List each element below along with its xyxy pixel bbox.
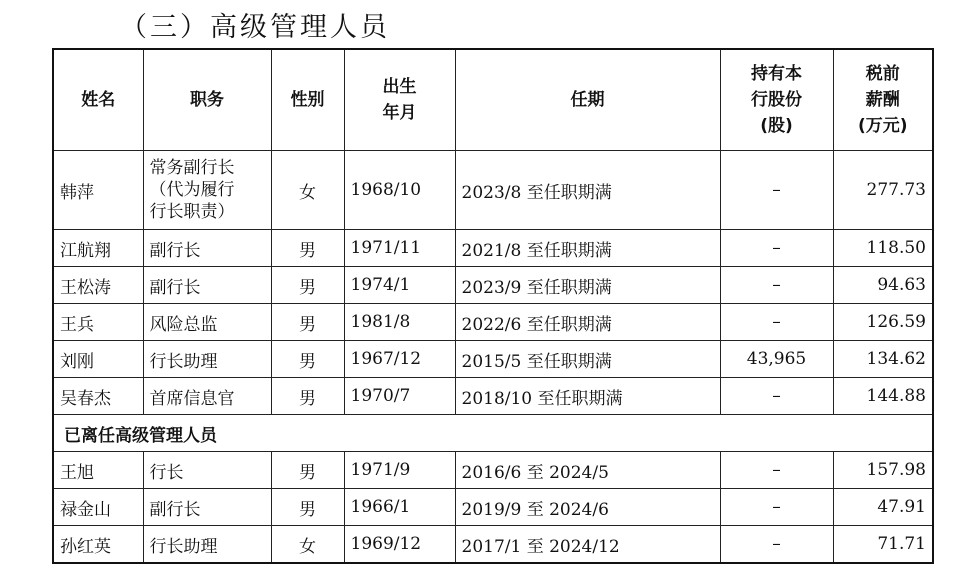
cell-gender: 男	[271, 452, 344, 489]
cell-pay: 94.63	[833, 267, 933, 304]
cell-birth: 1971/9	[344, 452, 455, 489]
header-pay-line3: (万元)	[857, 116, 908, 136]
header-term: 任期	[455, 49, 720, 151]
section-title: （三）高级管理人员	[120, 12, 390, 43]
cell-name: 刘刚	[53, 341, 143, 378]
cell-birth: 1969/12	[344, 526, 455, 564]
cell-birth: 1971/11	[344, 230, 455, 267]
cell-term: 2018/10 至任职期满	[455, 378, 720, 415]
cell-position: 副行长	[143, 230, 271, 267]
cell-name: 禄金山	[53, 489, 143, 526]
table-row	[53, 230, 933, 267]
cell-pay: 277.73	[833, 151, 933, 230]
table-row	[53, 151, 933, 230]
cell-gender: 男	[271, 304, 344, 341]
header-pay-line1: 税前	[865, 64, 900, 84]
cell-position: 副行长	[143, 267, 271, 304]
cell-position: 行长助理	[143, 341, 271, 378]
cell-position: 副行长	[143, 489, 271, 526]
header-name: 姓名	[53, 49, 143, 151]
header-gender: 性别	[271, 49, 344, 151]
header-birth	[344, 49, 455, 151]
table-header-row	[53, 49, 933, 151]
cell-pay: 47.91	[833, 489, 933, 526]
cell-position: 常务副行长 （代为履行 行长职责）	[143, 151, 271, 230]
cell-birth: 1967/12	[344, 341, 455, 378]
cell-shares: –	[720, 304, 833, 341]
cell-shares: –	[720, 526, 833, 564]
cell-name: 吴春杰	[53, 378, 143, 415]
cell-term: 2016/6 至 2024/5	[455, 452, 720, 489]
cell-shares: –	[720, 267, 833, 304]
cell-name: 王兵	[53, 304, 143, 341]
cell-position: 风险总监	[143, 304, 271, 341]
table-row	[53, 378, 933, 415]
header-shares-line3: (股)	[760, 116, 793, 136]
cell-shares: –	[720, 378, 833, 415]
table-row	[53, 452, 933, 489]
cell-pay: 157.98	[833, 452, 933, 489]
cell-term: 2017/1 至 2024/12	[455, 526, 720, 564]
header-pay	[833, 49, 933, 151]
cell-position: 首席信息官	[143, 378, 271, 415]
header-birth-line2: 年月	[382, 103, 417, 123]
header-pay-line2: 薪酬	[865, 90, 900, 110]
cell-term: 2021/8 至任职期满	[455, 230, 720, 267]
cell-shares: –	[720, 489, 833, 526]
cell-term: 2023/8 至任职期满	[455, 151, 720, 230]
cell-position: 行长助理	[143, 526, 271, 564]
departed-section-label: 已离任高级管理人员	[53, 415, 933, 452]
cell-name: 王松涛	[53, 267, 143, 304]
header-birth-line1: 出生	[382, 77, 417, 97]
cell-gender: 女	[271, 526, 344, 564]
header-shares-line1: 持有本	[751, 64, 802, 84]
cell-shares: 43,965	[720, 341, 833, 378]
cell-shares: –	[720, 151, 833, 230]
cell-pay: 118.50	[833, 230, 933, 267]
cell-term: 2019/9 至 2024/6	[455, 489, 720, 526]
cell-birth: 1966/1	[344, 489, 455, 526]
senior-management-table	[52, 48, 934, 564]
cell-name: 孙红英	[53, 526, 143, 564]
cell-name: 王旭	[53, 452, 143, 489]
cell-name: 韩萍	[53, 151, 143, 230]
table-row	[53, 267, 933, 304]
departed-section-row	[53, 415, 933, 452]
cell-name: 江航翔	[53, 230, 143, 267]
cell-birth: 1981/8	[344, 304, 455, 341]
cell-term: 2015/5 至任职期满	[455, 341, 720, 378]
cell-birth: 1968/10	[344, 151, 455, 230]
cell-gender: 男	[271, 267, 344, 304]
cell-shares: –	[720, 452, 833, 489]
header-shares	[720, 49, 833, 151]
cell-position: 行长	[143, 452, 271, 489]
cell-shares: –	[720, 230, 833, 267]
cell-pay: 134.62	[833, 341, 933, 378]
cell-gender: 男	[271, 489, 344, 526]
cell-birth: 1970/7	[344, 378, 455, 415]
cell-pay: 126.59	[833, 304, 933, 341]
cell-gender: 男	[271, 378, 344, 415]
table-row	[53, 304, 933, 341]
table-row	[53, 489, 933, 526]
cell-gender: 男	[271, 230, 344, 267]
cell-term: 2023/9 至任职期满	[455, 267, 720, 304]
header-shares-line2: 行股份	[751, 90, 802, 110]
cell-gender: 女	[271, 151, 344, 230]
cell-pay: 144.88	[833, 378, 933, 415]
table-row	[53, 341, 933, 378]
cell-term: 2022/6 至任职期满	[455, 304, 720, 341]
header-position: 职务	[143, 49, 271, 151]
cell-birth: 1974/1	[344, 267, 455, 304]
cell-pay: 71.71	[833, 526, 933, 564]
cell-gender: 男	[271, 341, 344, 378]
table-row	[53, 526, 933, 564]
